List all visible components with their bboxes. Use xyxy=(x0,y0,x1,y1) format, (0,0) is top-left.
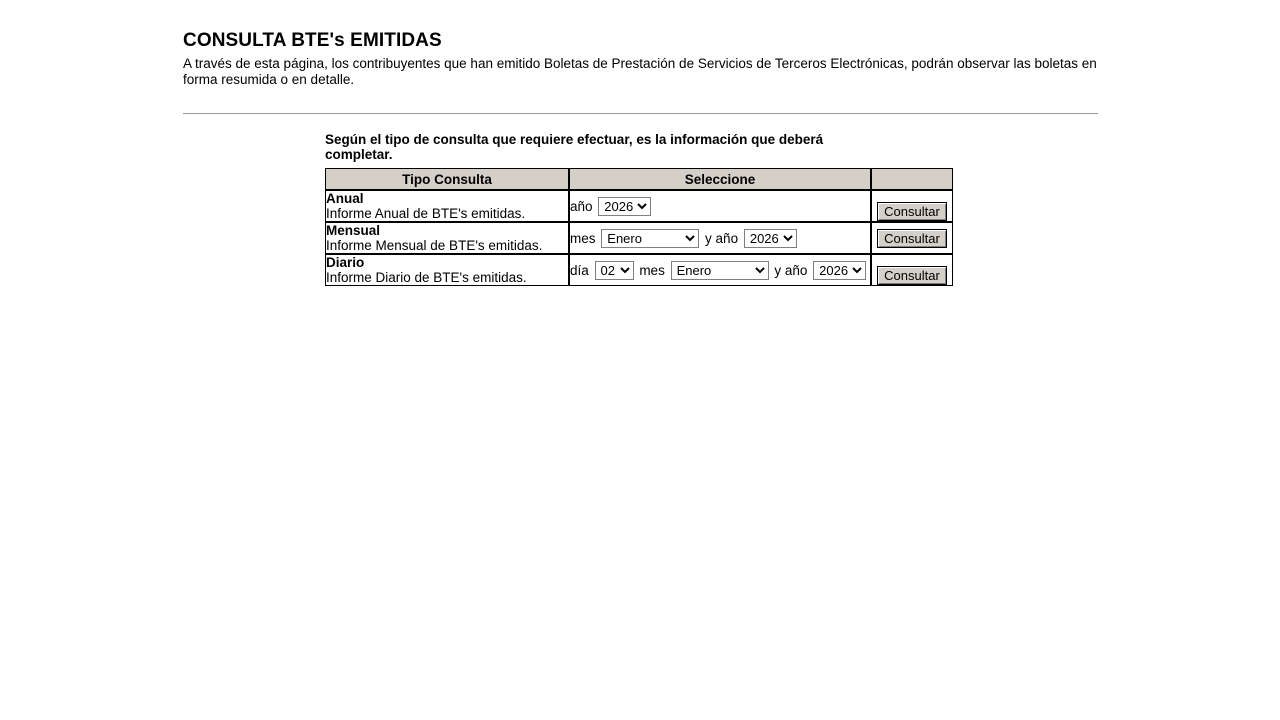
label-dia-diario: día xyxy=(570,262,589,278)
select-mes-diario[interactable] xyxy=(671,261,769,280)
table-head xyxy=(325,168,953,190)
label-anio-mensual: y año xyxy=(705,230,739,246)
row-anual-accion xyxy=(871,190,953,222)
row-anual-tipo xyxy=(325,190,569,222)
select-dia-diario[interactable] xyxy=(595,261,634,280)
row-anual-nombre: Anual xyxy=(326,191,364,206)
row-mensual-seleccione xyxy=(569,222,871,254)
label-anio-anual: año xyxy=(570,198,593,214)
page-title: CONSULTA BTE's EMITIDAS xyxy=(183,30,442,51)
table-header-row xyxy=(325,168,953,190)
row-anual-seleccione xyxy=(569,190,871,222)
intro-text xyxy=(325,132,955,162)
label-anio-diario: y año xyxy=(774,262,808,278)
row-mensual-detalle: Informe Mensual de BTE's emitidas. xyxy=(326,238,543,253)
column-header-tipo: Tipo Consulta xyxy=(325,168,569,190)
label-mes-diario: mes xyxy=(639,262,665,278)
select-anio-mensual[interactable] xyxy=(744,229,797,248)
consulta-table xyxy=(325,168,953,286)
row-diario-tipo xyxy=(325,254,569,286)
table-body xyxy=(325,190,953,286)
row-diario-nombre: Diario xyxy=(326,255,365,270)
row-diario-accion xyxy=(871,254,953,286)
table-row xyxy=(325,254,953,286)
consultar-anual-button[interactable]: Consultar xyxy=(877,202,947,221)
header-divider xyxy=(183,113,1098,114)
table-row xyxy=(325,190,953,222)
intro-line-1: Según el tipo de consulta que requiere efectuar, es la información que deberá xyxy=(325,132,824,147)
row-mensual-tipo xyxy=(325,222,569,254)
page-description: A través de esta página, los contribuyentes que han emitido Boletas de Prestación de Servicios de Terceros Electrónicas, podrán observar las boletas en forma resumida o en detalle. xyxy=(183,56,1097,87)
intro-line-2: completar. xyxy=(325,147,393,162)
label-mes-mensual: mes xyxy=(570,230,596,246)
page-header xyxy=(183,30,1098,87)
row-diario-detalle: Informe Diario de BTE's emitidas. xyxy=(326,270,527,285)
select-mes-mensual[interactable] xyxy=(601,229,699,248)
row-mensual-accion xyxy=(871,222,953,254)
select-anio-diario[interactable] xyxy=(813,261,866,280)
column-header-accion xyxy=(871,168,953,190)
consultar-diario-button[interactable]: Consultar xyxy=(877,266,947,285)
table-row xyxy=(325,222,953,254)
row-mensual-nombre: Mensual xyxy=(326,223,381,238)
consultar-mensual-button[interactable]: Consultar xyxy=(877,229,947,248)
select-anio-anual[interactable] xyxy=(598,197,651,216)
column-header-seleccione: Seleccione xyxy=(569,168,871,190)
row-anual-detalle: Informe Anual de BTE's emitidas. xyxy=(326,206,526,221)
row-diario-seleccione xyxy=(569,254,871,286)
